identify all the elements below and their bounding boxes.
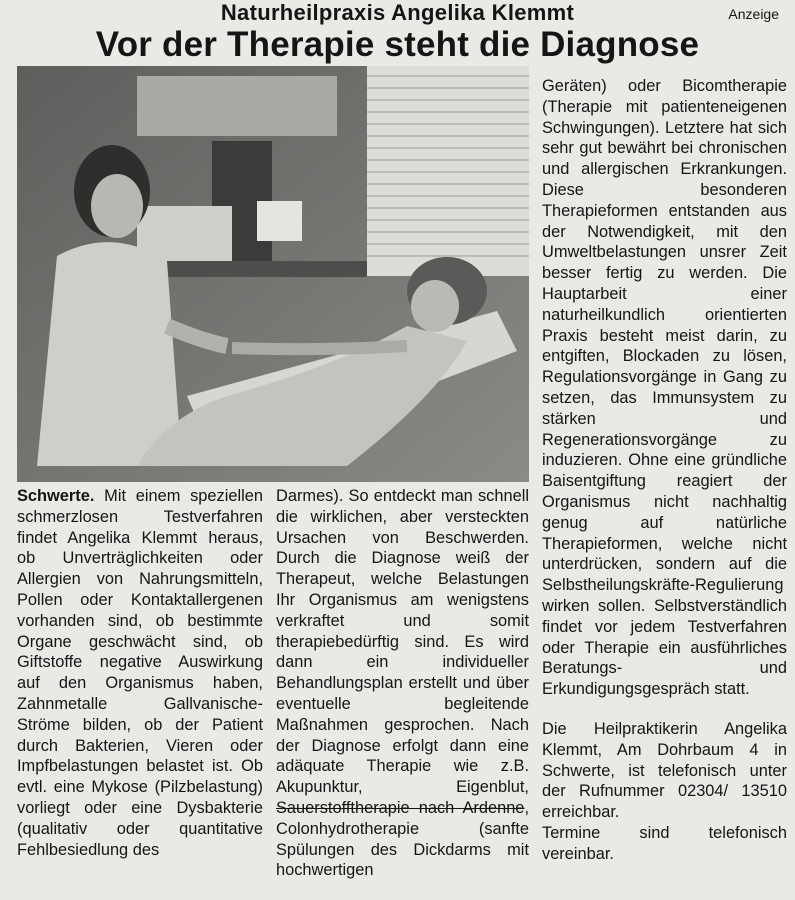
headline: Vor der Therapie steht die Diagnose xyxy=(95,25,700,64)
photo-illustration xyxy=(17,66,529,482)
column-2-text-a: Darmes). So entdeckt man schnell die wirklichen, aber versteckten Ursachen von Beschwerden. Durch die Diagnose weiß der Therapeut, welche Belastungen Ihr Organismus am wenigstens verkraftet und somit therapiebedürftig sind. Es wird dann ein individueller Behandlungsplan erstellt und über eventuelle begleitende Maßnahmen gesprochen. Nach der Diagnose erfolgt dann eine adäquate Therapie wie z.B. Akupunktur, Eigenblut, xyxy=(276,487,529,797)
struck-through-text: Sauerstofftherapie nach Ardenne xyxy=(276,798,525,817)
kicker-title: Naturheilpraxis Angelika Klemmt xyxy=(220,0,575,25)
paragraph-gap xyxy=(542,700,787,719)
contact-paragraph: Die Heilpraktikerin Angelika Klemmt, Am Dohrbaum 4 in Schwerte, ist telefonisch unter der Rufnummer 02304/ 13510 erreichbar. xyxy=(542,719,787,822)
article-column-3 xyxy=(542,76,787,864)
column-3-text: Geräten) oder Bicomtherapie (Therapie mit patienteneigenen Schwingungen). Letztere hat sich sehr gut bewährt bei chronischen und allergischen Erkrankungen. Diese besonderen Therapieformen entstanden aus der Notwendigkeit, mit den Umweltbelastungen unsrer Zeit besser fertig zu werden. Die Hauptarbeit einer naturheilkundlich orientierten Praxis besteht meist darin, zu entgiften, Blockaden zu lösen, Regulationsvorgänge in Gang zu setzen, das Immunsystem zu stärken und Regenerationsvorgänge zu induzieren. Ohne eine gründliche Baisentgiftung reagiert der Organismus nicht nachhaltig genug auf natürliche Therapieformen, welche nicht unterdrücken, sondern auf die Selbstheilungskräfte-Regulierung wirken sollen. Selbstverständlich findet vor jedem Testverfahren oder Therapie ein ausführliches Beratungs- und Erkundigungsgespräch statt. xyxy=(542,77,787,699)
article-photo xyxy=(17,66,529,482)
appointment-paragraph: Termine sind telefonisch vereinbar. xyxy=(542,823,787,863)
article-column-2 xyxy=(276,486,529,881)
article-column-1 xyxy=(17,486,263,860)
ad-label: Anzeige xyxy=(728,6,779,22)
dateline: Schwerte. xyxy=(17,487,95,505)
column-1-text: Mit einem speziellen schmerzlosen Testverfahren findet Angelika Klemmt heraus, ob Unverträglichkeiten oder Allergien von Nahrungsmitteln, Pollen oder Kontaktallergenen vorhanden sind, ob bestimmte Organe geschwächt sind, ob Giftstoffe negative Auswirkung auf den Organismus haben, Zahnmetalle Gallvanische-Ströme bilden, ob der Patient durch Bakterien, Vieren oder Impfbelastungen belastet ist. Ob evtl. eine Mykose (Pilzbelastung) vorliegt oder eine Dysbakterie (qualitativ oder quantitative Fehlbesiedlung des xyxy=(17,487,263,859)
column-2-text-b: , Colonhydrotherapie (sanfte Spülungen des Dickdarms mit hochwertigen xyxy=(276,798,529,880)
